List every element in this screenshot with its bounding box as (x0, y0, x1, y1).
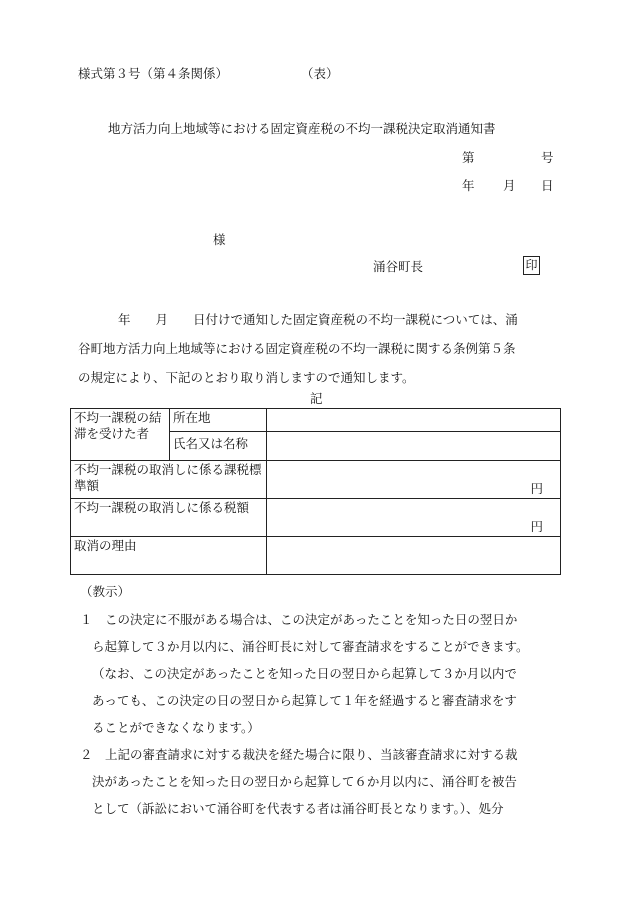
date-day: 日 (541, 178, 554, 193)
tax-amount-value (267, 499, 561, 537)
issuer-name: 涌谷町長 (373, 259, 424, 274)
instruction-line-8: として（訴訟において涌谷町を代表する者は涌谷町長となります。）、処分 (92, 801, 504, 816)
instruction-line-5: ることができなくなります。） (92, 720, 260, 735)
date-year: 年 (462, 178, 475, 193)
instruction-line-4: あっても、この決定の日の翌日から起算して１年を経過すると審査請求をす (92, 693, 517, 708)
instruction-line-3: （なお、この決定があったことを知った日の翌日から起算して３か月以内で (92, 666, 517, 681)
ref-dai: 第 (462, 150, 475, 165)
taxpayer-label: 不均一課税の結滞を受けた者 (71, 409, 170, 461)
tax-base-value (267, 461, 561, 499)
intro-line-1: 年 月 日付けで通知した固定資産税の不均一課税については、涌 (118, 312, 518, 327)
seal-mark: 印 (523, 256, 540, 275)
tax-base-yen: 円 (530, 481, 543, 496)
location-label: 所在地 (170, 409, 267, 432)
name-label: 氏名又は名称 (170, 432, 267, 461)
instruction-line-6: ２ 上記の審査請求に対する裁決を経た場合に限り、当該審査請求に対する裁 (80, 747, 518, 762)
intro-line-2: 谷町地方活力向上地域等における固定資産税の不均一課税に関する条例第５条 (78, 341, 516, 356)
intro-line-3: の規定により、下記のとおり取り消しますので通知します。 (78, 370, 415, 385)
document-title: 地方活力向上地域等における固定資産税の不均一課税決定取消通知書 (108, 121, 496, 136)
reason-label: 取消の理由 (71, 537, 267, 575)
instruction-line-7: 決があったことを知った日の翌日から起算して６か月以内に、涌谷町を被告 (92, 774, 517, 789)
form-side: （表） (301, 66, 339, 81)
instruction-line-1: １ この決定に不服がある場合は、この決定があったことを知った日の翌日か (80, 612, 518, 627)
tax-amount-yen: 円 (530, 519, 543, 534)
location-value (267, 409, 561, 432)
ki-heading: 記 (310, 391, 323, 406)
tax-base-label: 不均一課税の取消しに係る課税標準額 (71, 461, 267, 499)
instruction-line-2: ら起算して３か月以内に、涌谷町長に対して審査請求をすることができます。 (92, 639, 529, 654)
name-value (267, 432, 561, 461)
form-number: 様式第３号（第４条関係） (78, 66, 229, 81)
addressee-suffix: 様 (213, 232, 226, 247)
date-month: 月 (503, 178, 516, 193)
ref-go: 号 (541, 150, 554, 165)
tax-amount-label: 不均一課税の取消しに係る税額 (71, 499, 267, 537)
reason-value (267, 537, 561, 575)
instruction-heading: （教示） (80, 584, 131, 599)
details-table (70, 408, 561, 575)
